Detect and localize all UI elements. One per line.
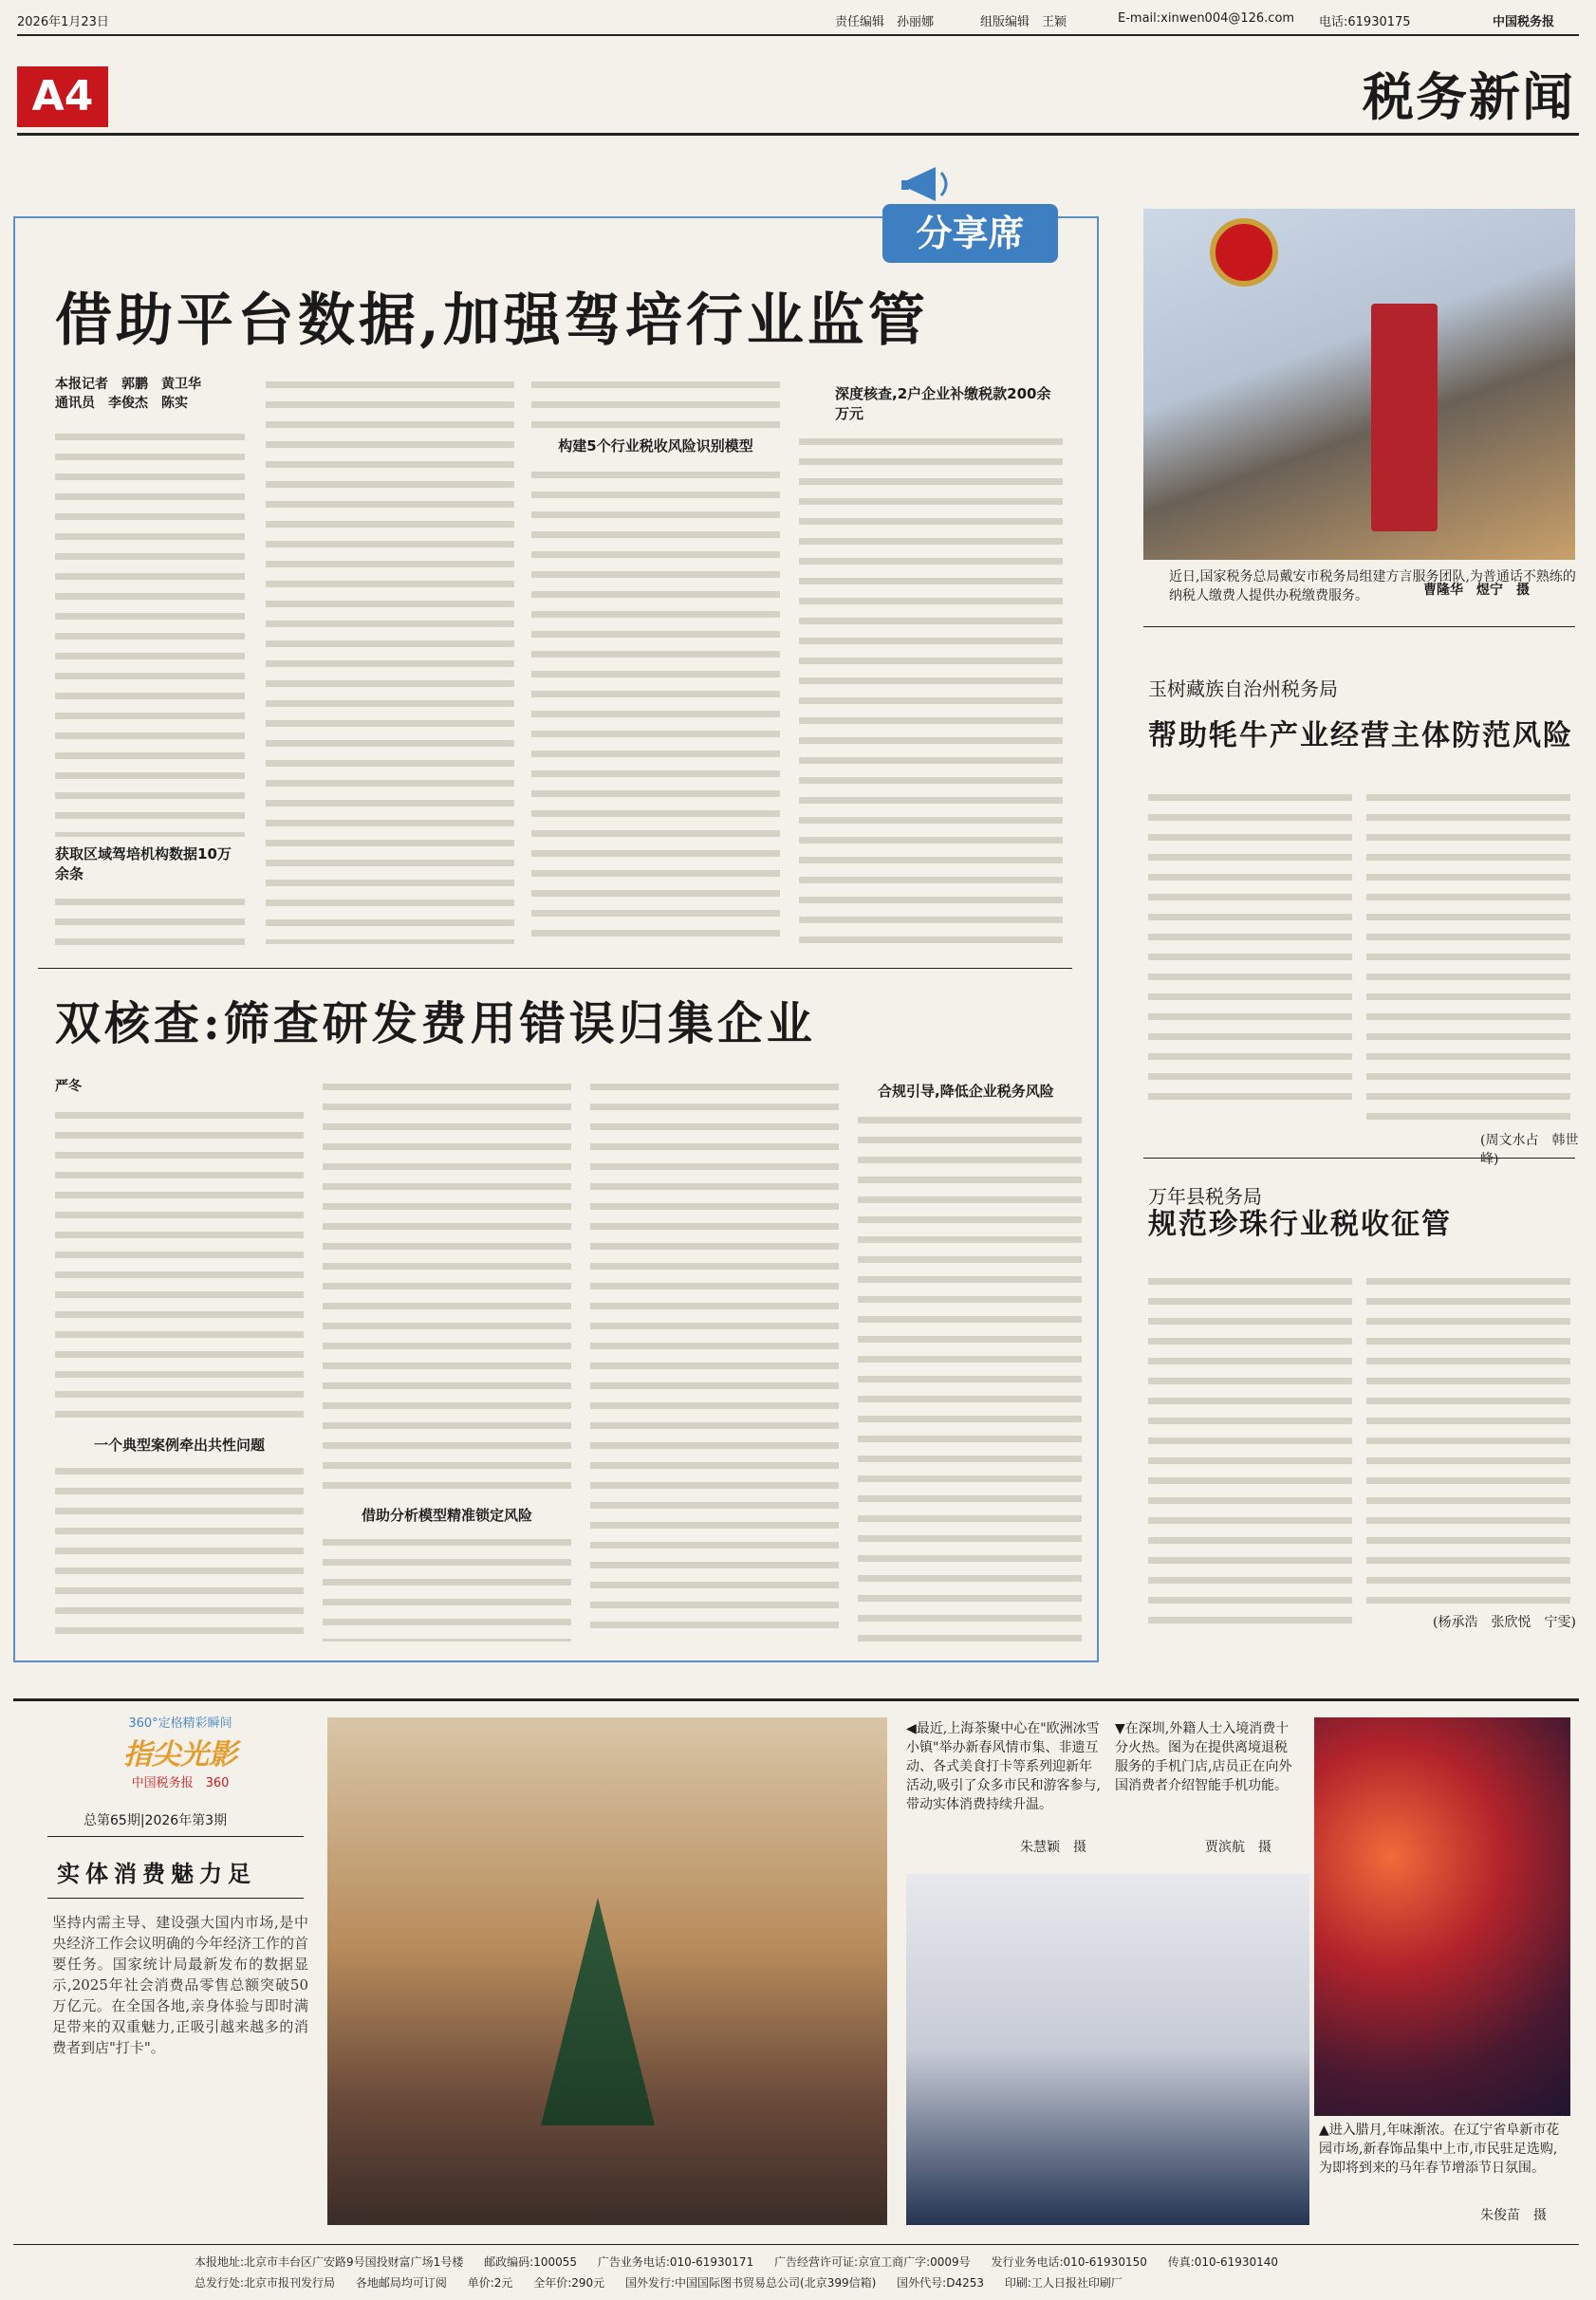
footer-issuer: 总发行处:北京市报刊发行局 xyxy=(195,2276,336,2290)
footer-fax: 传真:010-61930140 xyxy=(1167,2255,1279,2269)
shenzhen-store-photo xyxy=(906,1874,1309,2225)
feature-badge-partners: 中国税务报 360 xyxy=(131,1776,230,1790)
shenzhen-credit: 贾滨航 摄 xyxy=(1205,1840,1271,1855)
liaoning-credit: 朱俊苗 摄 xyxy=(1480,2208,1547,2223)
footer-ads-phone: 广告业务电话:010-61930171 xyxy=(597,2255,754,2269)
article3-column-1-body xyxy=(1148,788,1352,1110)
footer-line-1 xyxy=(195,2254,1561,2270)
editor-email: E-mail:xinwen004@126.com xyxy=(1118,11,1295,26)
feature-badge-top: 360°定格精彩瞬间 xyxy=(128,1716,232,1731)
article3-credit: (周文水占 韩世峰) xyxy=(1480,1133,1579,1167)
issue-date: 2026年1月23日 xyxy=(17,15,109,29)
article2-column-3-body xyxy=(590,1077,839,1642)
megaphone-icon xyxy=(900,159,956,207)
feature-badge-rule xyxy=(47,1836,304,1837)
article-divider xyxy=(38,968,1072,969)
article1-subhead-2: 构建5个行业税收风险识别模型 xyxy=(558,437,753,454)
photo1-caption: 近日,国家税务总局戴安市税务局组建方言服务团队,为普通话不熟练的纳税人缴费人提供办税缴费服务。 xyxy=(1169,569,1576,603)
paper-name: 中国税务报 xyxy=(1493,15,1555,29)
shanghai-credit: 朱慧颖 摄 xyxy=(1020,1840,1086,1855)
feature-issue: 总第65期|2026年第3期 xyxy=(84,1813,228,1828)
shenzhen-caption: ▼在深圳,外籍人士入境消费十分火热。图为在提供离境退税服务的手机门店,店员正在向外国消费者介绍智能手机功能。 xyxy=(1115,1721,1292,1793)
article1-subhead-3: 深度核查,2户企业补缴税款200余万元 xyxy=(835,385,1051,422)
fuxin-lantern-photo xyxy=(1314,1717,1570,2116)
article4-credit: (杨承浩 张欣悦 宁雯) xyxy=(1433,1615,1576,1630)
page-number: A4 xyxy=(17,66,108,127)
footer-postcode: 邮政编码:100055 xyxy=(484,2255,578,2269)
liaoning-caption: ▲进入腊月,年味渐浓。在辽宁省阜新市花园市场,新春饰品集中上市,市民驻足选购,为即将到来的马年春节增添节日氛围。 xyxy=(1319,2123,1560,2176)
feature-title: 实体消费魅力足 xyxy=(57,1860,256,1887)
footer-annual-price: 全年价:290元 xyxy=(533,2276,605,2290)
article2-column-2-body-cont xyxy=(323,1532,571,1642)
article4-column-1-body xyxy=(1148,1271,1352,1627)
shanghai-market-photo xyxy=(327,1717,887,2225)
article2-column-1-body-cont xyxy=(55,1461,304,1642)
article2-column-1-body xyxy=(55,1105,304,1428)
footer-foreign-code: 国外代号:D4253 xyxy=(897,2276,984,2290)
photo1-credit: 曹隆华 煜宁 摄 xyxy=(1423,583,1530,598)
article1-byline-reporters: 本报记者 郭鹏 黄卫华 xyxy=(55,377,201,392)
footer-line-2 xyxy=(195,2274,1561,2291)
article1-subhead-1: 获取区域驾培机构数据10万余条 xyxy=(55,845,232,882)
responsible-editor: 责任编辑 孙丽娜 xyxy=(835,15,935,29)
shanghai-caption: ◀最近,上海茶聚中心在"欧洲冰雪小镇"举办新春风情市集、非遗互动、各式美食打卡等系列迎新年活动,吸引了众多市民和游客参与,带动实体消费持续升温。 xyxy=(906,1721,1101,1812)
footer-subscribe: 各地邮局均可订阅 xyxy=(355,2276,447,2290)
article1-byline-correspondents: 通讯员 李俊杰 陈实 xyxy=(55,396,188,411)
right-divider-2 xyxy=(1143,1158,1575,1159)
footer-foreign: 国外发行:中国国际图书贸易总公司(北京399信箱) xyxy=(625,2276,877,2290)
article1-byline xyxy=(55,375,235,413)
article1-headline: 借助平台数据,加强驾培行业监管 xyxy=(55,288,929,354)
header-bar xyxy=(17,11,1579,30)
feature-intro: 坚持内需主导、建设强大国内市场,是中央经济工作会议明确的今年经济工作的首要任务。国家统计局最新发布的数据显示,2025年社会消费品零售总额突破50万亿元。在全国各地,亲身体验与即时满足带来的双重魅力,正吸引越来越多的消费者到店"打卡"。 xyxy=(52,1914,309,2056)
article1-column-3-body-top xyxy=(531,375,780,432)
article2-subhead-2: 借助分析模型精准锁定风险 xyxy=(361,1507,532,1524)
tax-emblem-icon xyxy=(1210,218,1278,287)
article4-column-2-body xyxy=(1366,1271,1570,1608)
footer-distribution-phone: 发行业务电话:010-61930150 xyxy=(991,2255,1147,2269)
article1-column-3-body xyxy=(531,465,780,944)
article3-column-2-body xyxy=(1366,788,1570,1129)
article2-headline: 双核查:筛查研发费用错误归集企业 xyxy=(55,997,816,1050)
article1-column-1-body-cont xyxy=(55,892,245,949)
article1-column-2-body xyxy=(266,375,514,944)
section-rule xyxy=(17,133,1579,136)
article2-column-2-body xyxy=(323,1077,571,1494)
feature-rule xyxy=(13,1698,1579,1701)
dialect-service-sash xyxy=(1371,304,1438,531)
section-title: 税务新闻 xyxy=(1363,66,1575,127)
article3-headline: 帮助牦牛产业经营主体防范风险 xyxy=(1148,719,1573,752)
article2-byline: 严冬 xyxy=(55,1079,82,1094)
layout-editor: 组版编辑 王颖 xyxy=(980,15,1067,29)
article2-column-4-body xyxy=(858,1110,1082,1642)
feature-badge-title: 指尖光影 xyxy=(123,1738,237,1771)
article3-kicker: 玉树藏族自治州税务局 xyxy=(1148,677,1338,700)
article2-subhead-3: 合规引导,降低企业税务风险 xyxy=(878,1083,1054,1100)
article1-column-4-body xyxy=(799,432,1063,944)
feature-badge xyxy=(85,1713,275,1808)
article4-kicker: 万年县税务局 xyxy=(1148,1185,1262,1208)
article2-subhead-1: 一个典型案例牵出共性问题 xyxy=(93,1437,265,1454)
footer-address: 本报地址:北京市丰台区广安路9号国投财富广场1号楼 xyxy=(195,2255,464,2269)
article4-headline: 规范珍珠行业税收征管 xyxy=(1148,1208,1452,1241)
tax-office-photo xyxy=(1143,209,1575,560)
editor-phone: 电话:61930175 xyxy=(1319,15,1411,29)
footer-printer: 印刷:工人日报社印刷厂 xyxy=(1004,2276,1123,2290)
footer-license: 广告经营许可证:京宣工商广字:0009号 xyxy=(774,2255,971,2269)
header-rule xyxy=(17,34,1579,36)
footer-price: 单价:2元 xyxy=(467,2276,513,2290)
feature-title-rule xyxy=(47,1898,304,1899)
christmas-tree-icon xyxy=(541,1898,655,2125)
right-divider-1 xyxy=(1143,626,1575,627)
footer-rule xyxy=(13,2244,1579,2245)
share-corner-badge: 分享席 xyxy=(882,204,1058,263)
article1-column-1-body xyxy=(55,427,245,837)
